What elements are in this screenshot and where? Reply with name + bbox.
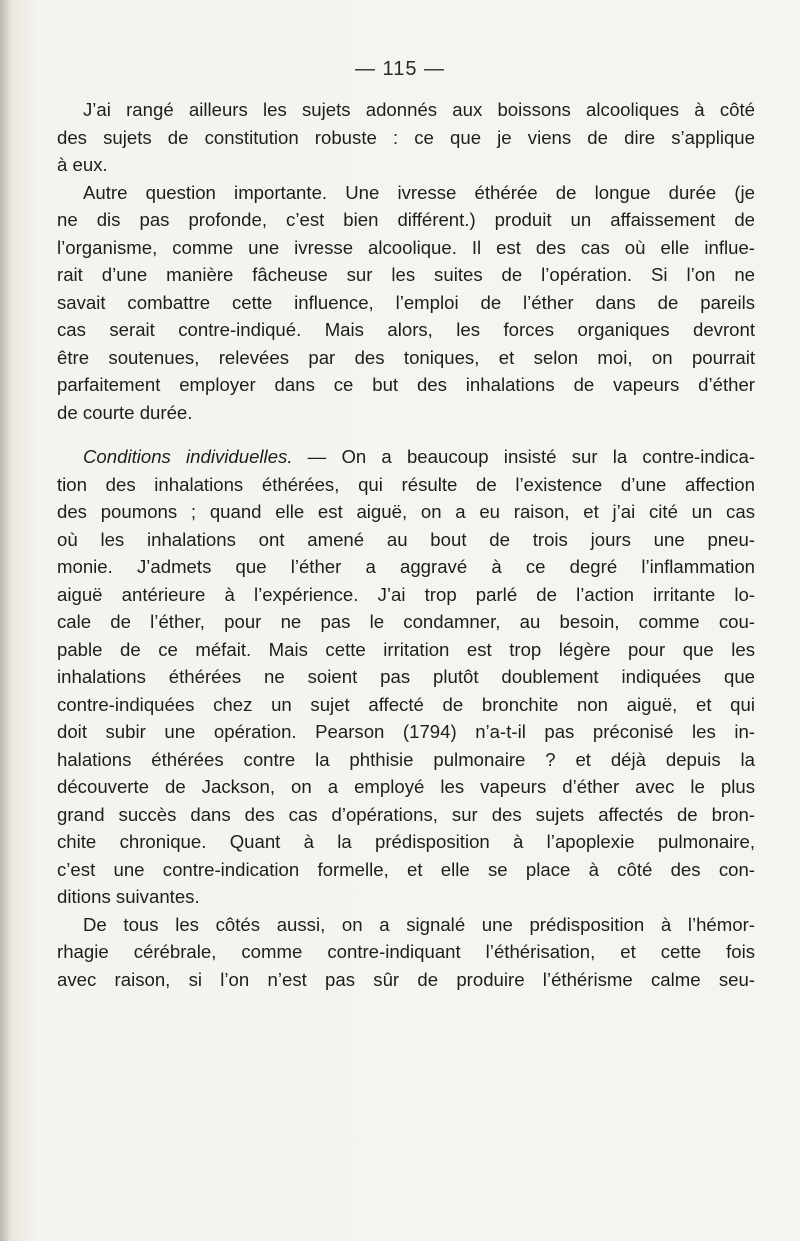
paragraph-4 (57, 911, 755, 994)
text-line: rhagie cérébrale, comme contre-indiquant l’éthérisation, et cette fois (57, 941, 755, 962)
text-line: rait d’une manière fâcheuse sur les suites de l’opération. Si l’on ne (57, 264, 755, 285)
text-line: avec raison, si l’on n’est pas sûr de produire l’éthérisme calme seu- (57, 968, 755, 990)
paragraph-2 (57, 179, 755, 427)
text-line: de courte durée. (57, 401, 193, 423)
text-line: des sujets de constitution robuste : ce que je viens de dire s’applique (57, 126, 755, 148)
text-line: doit subir une opération. Pearson (1794) n’a-t-il pas préconisé les in- (57, 721, 755, 742)
text-line: l’organisme, comme une ivresse alcoolique. Il est des cas où elle influe- (57, 236, 755, 258)
text-line (57, 443, 755, 471)
text-line: ne dis pas profonde, c’est bien différent.) produit un affaissement de (57, 209, 755, 230)
text-line: De tous les côtés aussi, on a signalé une prédisposition à l’hémor- (83, 913, 755, 935)
text-line: cas serait contre-indiqué. Mais alors, les forces organiques devront (57, 319, 755, 340)
text-line: où les inhalations ont amené au bout de trois jours une pneu- (57, 528, 755, 550)
text-line: J’ai rangé ailleurs les sujets adonnés aux boissons alcooliques à côté (83, 99, 755, 120)
body-text (57, 96, 755, 993)
text-line: cale de l’éther, pour ne pas le condamner, au besoin, comme cou- (57, 611, 755, 632)
text-line: contre-indiquées chez un sujet affecté de bronchite non aiguë, et qui (57, 693, 755, 715)
text-line: chite chronique. Quant à la prédisposition à l’apoplexie pulmonaire, (57, 831, 755, 852)
text-line: découverte de Jackson, on a employé les vapeurs d’éther avec le plus (57, 776, 755, 797)
text-line: ditions suivantes. (57, 886, 200, 907)
paragraph-1 (57, 96, 755, 179)
text-line: parfaitement employer dans ce but des inhalations de vapeurs d’éther (57, 374, 755, 395)
text-line: tion des inhalations éthérées, qui résulte de l’existence d’une affection (57, 473, 755, 495)
text-line: des poumons ; quand elle est aiguë, on a eu raison, et j’ai cité un cas (57, 501, 755, 522)
text-line: aiguë antérieure à l’expérience. J’ai trop parlé de l’action irritante lo- (57, 583, 755, 605)
text-line: être soutenues, relevées par des toniques, et selon moi, on pourrait (57, 346, 755, 368)
text-line: halations éthérées contre la phthisie pulmonaire ? et déjà depuis la (57, 748, 755, 770)
text-line: à eux. (57, 154, 108, 175)
page-number: — 115 — (355, 58, 445, 80)
text-line: savait combattre cette influence, l’emploi de l’éther dans de pareils (57, 291, 755, 313)
text-line: Autre question importante. Une ivresse éthérée de longue durée (je (83, 181, 755, 203)
section-heading: Conditions individuelles. (83, 446, 293, 467)
binding-shadow (0, 0, 10, 1241)
text-line: c’est une contre-indication formelle, et elle se place à côté des con- (57, 858, 755, 880)
text-line: inhalations éthérées ne soient pas plutôt doublement indiquées que (57, 666, 755, 687)
text-line: pable de ce méfait. Mais cette irritation est trop légère pour que les (57, 638, 755, 660)
text-line: monie. J’admets que l’éther a aggravé à ce degré l’inflammation (57, 556, 755, 577)
text-line: grand succès dans des cas d’opérations, sur des sujets affectés de bron- (57, 803, 755, 825)
paragraph-3 (57, 443, 755, 911)
text-run: — On a beaucoup insisté sur la contre-indica- (292, 446, 755, 467)
